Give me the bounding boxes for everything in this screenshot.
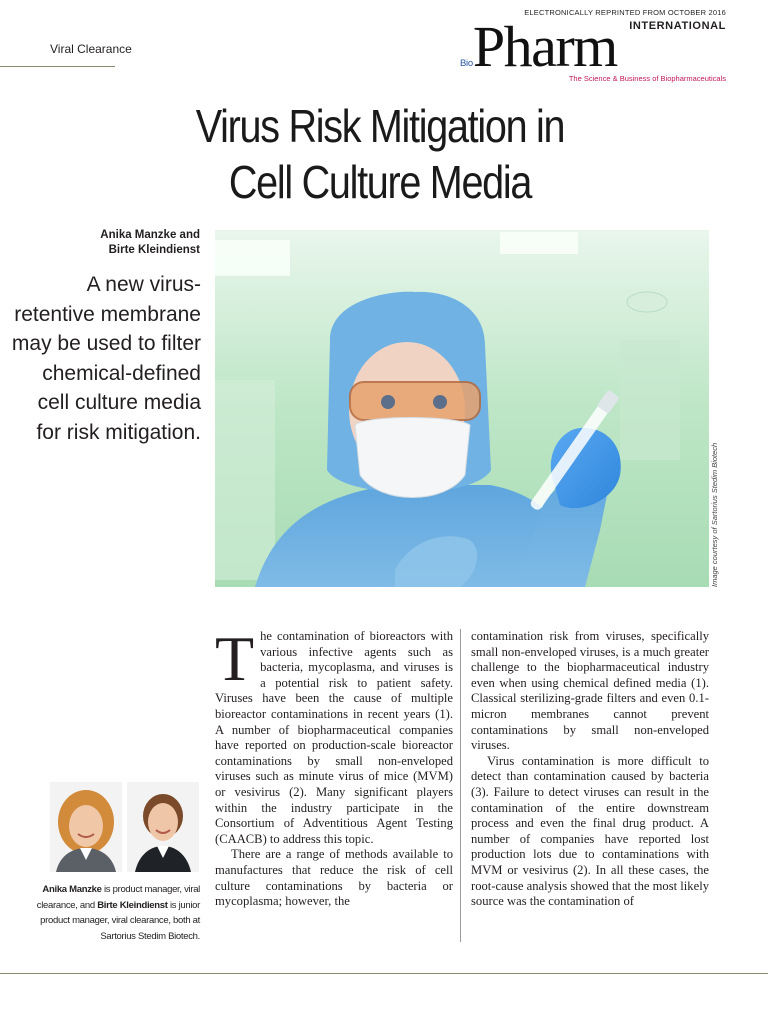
bio-text-2: is junior product manager, viral clearance, both at Sartorius Stedim Biotech. xyxy=(40,899,200,942)
paragraph xyxy=(215,623,453,847)
paragraph-text: he contamination of bioreactors with various infective agents such as bacteria, mycoplasma, and viruses is a potential risk to patient safety. Viruses have been the cause of multiple bioreactor contaminations in recent years (1). A number of biopharmaceutical companies have reported on production-scale bioreactor contaminations by small non-enveloped viruses such as minute virus of mice (MVM) or vesivirus (2). Many significant players within the industry participate in the Consortium of Adventitious Agent Testing (CAACB) to address this topic. xyxy=(215,629,453,846)
section-label: Viral Clearance xyxy=(50,42,132,56)
hero-image xyxy=(215,230,709,587)
footer-divider xyxy=(0,973,768,974)
bio-name-1: Anika Manzke xyxy=(42,884,102,895)
logo-tagline: The Science & Business of Biopharmaceuticals xyxy=(568,74,726,83)
logo-pharm: Pharm xyxy=(472,14,617,79)
author-bio xyxy=(10,882,200,944)
paragraph: contamination risk from viruses, specifically small non-enveloped viruses, is a much greater challenge to the biopharmaceutical industry even when using chemical defined media (1). Classical sterilizing-grade filters and even 0.1-micron membranes cannot prevent contaminations by small non-enveloped viruses. xyxy=(471,629,709,753)
section-divider xyxy=(0,66,115,67)
portrait-woman-brown-hair-icon xyxy=(127,782,199,872)
reprint-notice: ELECTRONICALLY REPRINTED FROM OCTOBER 2016 xyxy=(524,8,726,17)
logo-bio: Bio xyxy=(460,58,473,69)
article-deck: A new virus-retentive membrane may be used to filter chemical-defined cell culture media for risk mitigation. xyxy=(11,273,201,444)
bio-text-1: is product manager, viral clearance, and xyxy=(36,884,200,911)
biopharm-logo xyxy=(460,14,617,79)
paragraph: There are a range of methods available to manufactures that reduce the risk of cell culture contaminations by bacteria or mycoplasma; however, the xyxy=(215,847,453,909)
title-line-1: Virus Risk Mitigation in xyxy=(195,100,565,152)
logo-international: INTERNATIONAL xyxy=(629,20,726,32)
paragraph: Virus contamination is more difficult to detect than contamination caused by bacteria (3). Failure to detect viruses can result in the contamination of the entire downstream process and even the final drug product. A number of companies have reported lost production lots due to contaminations with MVM or vesivirus (2). In all these cases, the root-cause analysis showed that the most likely source was the contamination of xyxy=(471,753,709,909)
byline xyxy=(10,228,200,258)
author-photo-manzke xyxy=(50,782,122,872)
title-line-2: Cell Culture Media xyxy=(228,156,532,208)
article-title xyxy=(139,98,621,210)
bio-name-2: Birte Kleindienst xyxy=(97,899,168,911)
image-credit: Image courtesy of Sartorius Stedim Biotech xyxy=(710,442,719,587)
scientist-cleanroom-photo-icon xyxy=(215,230,709,587)
byline-line-2: Birte Kleindienst xyxy=(108,244,200,256)
portrait-woman-curly-hair-icon xyxy=(50,782,122,872)
body-column-1 xyxy=(215,623,453,910)
body-column-2 xyxy=(471,629,709,910)
byline-line-1: Anika Manzke and xyxy=(100,229,200,241)
author-photo-kleindienst xyxy=(127,782,199,872)
drop-cap: T xyxy=(215,623,255,694)
column-divider xyxy=(460,629,461,942)
